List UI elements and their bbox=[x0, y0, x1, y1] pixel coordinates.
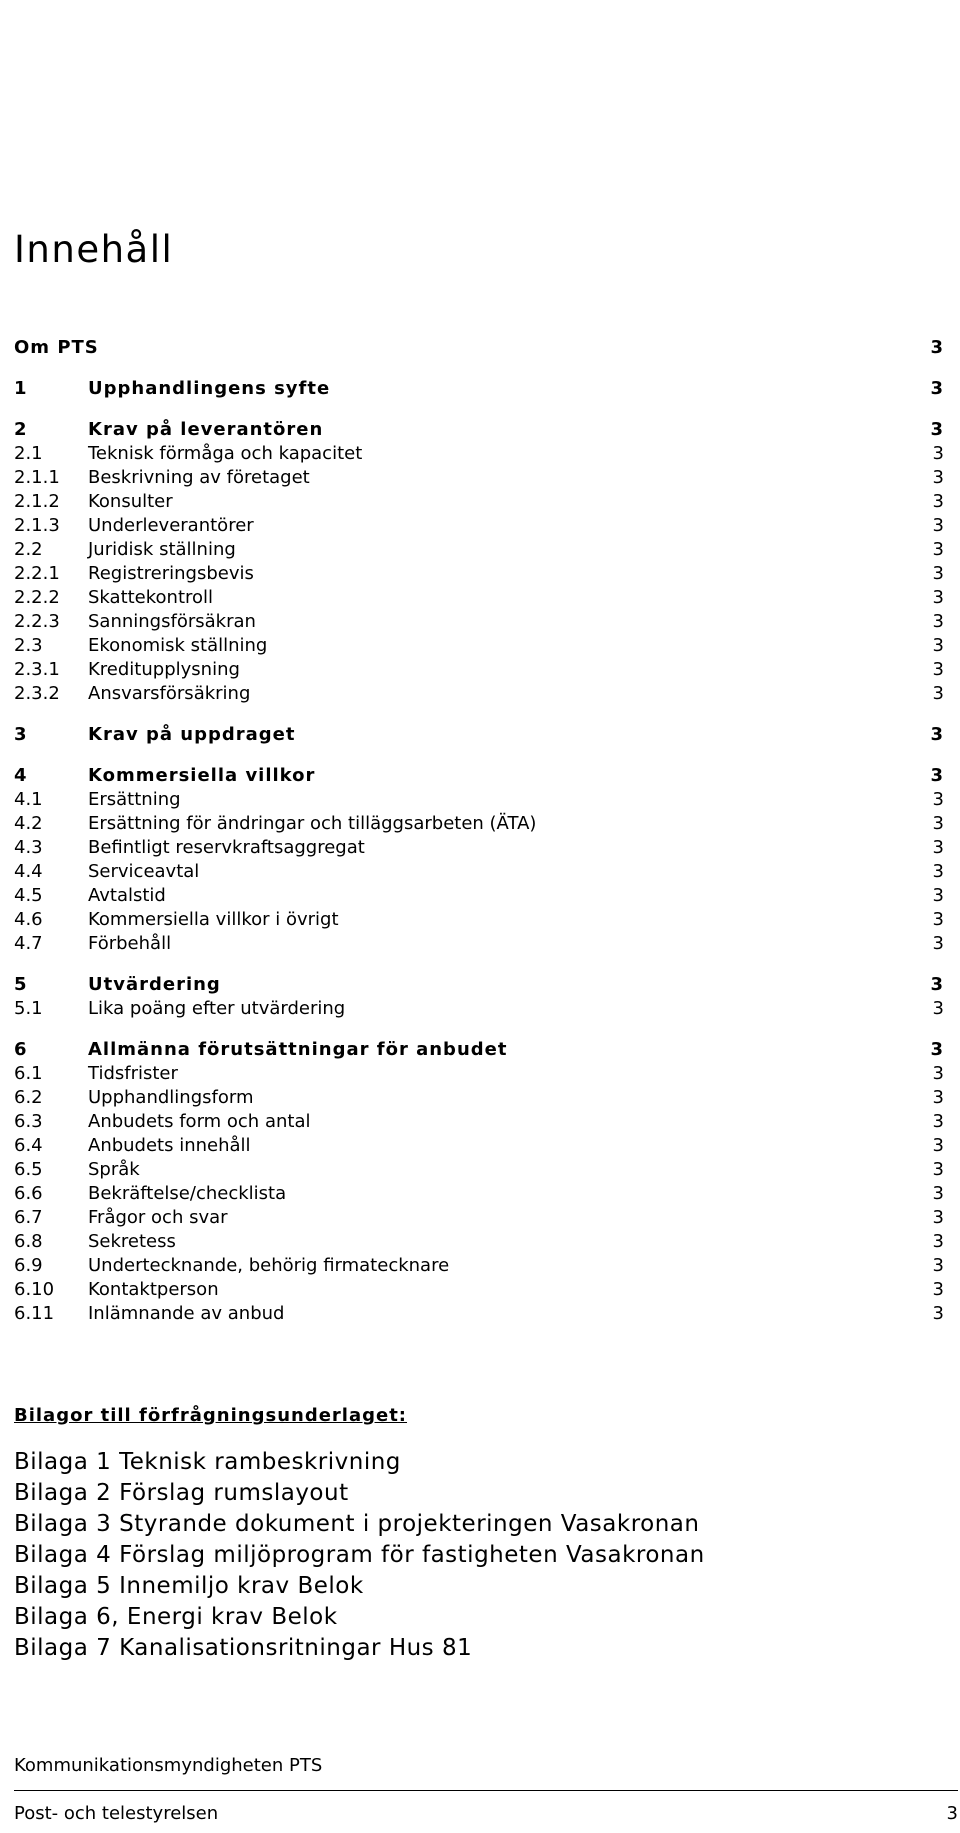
toc-entry-number: Om PTS bbox=[14, 337, 99, 358]
toc-entry-title: Upphandlingsform bbox=[88, 1087, 254, 1108]
toc-entry-page: 3 bbox=[932, 1207, 944, 1228]
toc-entry-title: Anbudets innehåll bbox=[88, 1135, 251, 1156]
toc-entry-page: 3 bbox=[932, 491, 944, 512]
toc-entry-page: 3 bbox=[932, 539, 944, 560]
toc-entry bbox=[14, 1230, 944, 1254]
toc-entry-page: 3 bbox=[932, 1063, 944, 1084]
toc-entry-title: Upphandlingens syfte bbox=[88, 378, 331, 399]
toc-entry-title: Kreditupplysning bbox=[88, 659, 240, 680]
footer-page-number: 3 bbox=[946, 1803, 958, 1824]
toc-entry-number: 6.3 bbox=[14, 1111, 43, 1132]
toc-entry-number: 5.1 bbox=[14, 998, 43, 1019]
toc-entry bbox=[14, 908, 944, 932]
toc-entry bbox=[14, 860, 944, 884]
toc-entry bbox=[14, 562, 944, 586]
footer-divider bbox=[14, 1790, 958, 1791]
toc-entry-number: 4.2 bbox=[14, 813, 43, 834]
toc-entry bbox=[14, 466, 944, 490]
toc-entry-title: Krav på leverantören bbox=[88, 419, 324, 440]
toc-entry-title: Sekretess bbox=[88, 1231, 176, 1252]
toc-entry bbox=[14, 658, 944, 682]
footer-organization: Kommunikationsmyndigheten PTS bbox=[14, 1755, 323, 1776]
toc-entry-title: Språk bbox=[88, 1159, 140, 1180]
toc-entry-number: 4.3 bbox=[14, 837, 43, 858]
toc-entry-page: 3 bbox=[932, 515, 944, 536]
toc-entry-number: 6.5 bbox=[14, 1159, 43, 1180]
toc-entry bbox=[14, 1062, 944, 1086]
toc-entry bbox=[14, 788, 944, 812]
toc-entry-number: 2.3.1 bbox=[14, 659, 60, 680]
toc-entry bbox=[14, 442, 944, 466]
toc-entry-number: 6.6 bbox=[14, 1183, 43, 1204]
toc-entry bbox=[14, 1038, 944, 1062]
toc-entry bbox=[14, 538, 944, 562]
toc-entry-page: 3 bbox=[932, 1231, 944, 1252]
toc-entry-title: Befintligt reservkraftsaggregat bbox=[88, 837, 365, 858]
toc-entry bbox=[14, 682, 944, 706]
toc-entry bbox=[14, 973, 944, 997]
attachment-item: Bilaga 1 Teknisk rambeskrivning bbox=[14, 1449, 401, 1475]
toc-entry-number: 2.1.2 bbox=[14, 491, 60, 512]
toc-entry bbox=[14, 514, 944, 538]
attachments-list bbox=[14, 1447, 705, 1664]
toc-entry-number: 6.4 bbox=[14, 1135, 43, 1156]
toc-entry-title: Kontaktperson bbox=[88, 1279, 219, 1300]
toc-entry-number: 4.1 bbox=[14, 789, 43, 810]
toc-entry-number: 6.7 bbox=[14, 1207, 43, 1228]
toc-entry-page: 3 bbox=[932, 1303, 944, 1324]
toc-entry-title: Krav på uppdraget bbox=[88, 724, 296, 745]
toc-entry-page: 3 bbox=[930, 337, 944, 358]
toc-entry-page: 3 bbox=[932, 587, 944, 608]
toc-entry-page: 3 bbox=[932, 1087, 944, 1108]
toc-entry bbox=[14, 812, 944, 836]
toc-entry-title: Frågor och svar bbox=[88, 1207, 228, 1228]
toc-entry-page: 3 bbox=[932, 1135, 944, 1156]
toc-entry-number: 6.2 bbox=[14, 1087, 43, 1108]
toc-entry bbox=[14, 764, 944, 788]
toc-entry-page: 3 bbox=[930, 1039, 944, 1060]
toc-entry-page: 3 bbox=[930, 378, 944, 399]
toc-entry bbox=[14, 586, 944, 610]
toc-entry-number: 2.2.3 bbox=[14, 611, 60, 632]
toc-entry-number: 4.5 bbox=[14, 885, 43, 906]
toc-entry-number: 3 bbox=[14, 724, 28, 745]
toc-entry bbox=[14, 610, 944, 634]
toc-entry-title: Lika poäng efter utvärdering bbox=[88, 998, 346, 1019]
toc-entry-number: 6.8 bbox=[14, 1231, 43, 1252]
page-title: Innehåll bbox=[14, 228, 174, 271]
toc-entry-number: 6.1 bbox=[14, 1063, 43, 1084]
toc-entry-title: Kommersiella villkor i övrigt bbox=[88, 909, 339, 930]
toc-entry bbox=[14, 1254, 944, 1278]
toc-entry-title: Förbehåll bbox=[88, 933, 172, 954]
toc-entry-page: 3 bbox=[932, 467, 944, 488]
toc-entry-title: Avtalstid bbox=[88, 885, 166, 906]
toc-entry-number: 2.3 bbox=[14, 635, 43, 656]
attachment-item: Bilaga 3 Styrande dokument i projekteringen Vasakronan bbox=[14, 1511, 700, 1537]
toc-entry-title: Utvärdering bbox=[88, 974, 221, 995]
toc-entry bbox=[14, 1158, 944, 1182]
toc-entry-number: 4 bbox=[14, 765, 28, 786]
toc-entry bbox=[14, 336, 944, 360]
toc-entry-page: 3 bbox=[932, 443, 944, 464]
toc-entry-page: 3 bbox=[932, 1183, 944, 1204]
toc-entry-number: 4.4 bbox=[14, 861, 43, 882]
toc-entry-number: 1 bbox=[14, 378, 28, 399]
toc-entry bbox=[14, 932, 944, 956]
toc-entry-number: 2.2.2 bbox=[14, 587, 60, 608]
toc-entry bbox=[14, 418, 944, 442]
toc-entry-page: 3 bbox=[932, 861, 944, 882]
toc-entry-number: 5 bbox=[14, 974, 28, 995]
attachment-item: Bilaga 5 Innemiljo krav Belok bbox=[14, 1573, 364, 1599]
toc-entry-page: 3 bbox=[930, 765, 944, 786]
toc-entry-title: Registreringsbevis bbox=[88, 563, 254, 584]
toc-entry-page: 3 bbox=[932, 1255, 944, 1276]
toc-entry-number: 6.11 bbox=[14, 1303, 55, 1324]
toc-entry bbox=[14, 634, 944, 658]
toc-entry-title: Underleverantörer bbox=[88, 515, 254, 536]
toc-entry-page: 3 bbox=[932, 789, 944, 810]
toc-entry-page: 3 bbox=[932, 837, 944, 858]
attachment-item: Bilaga 2 Förslag rumslayout bbox=[14, 1480, 349, 1506]
toc-entry-page: 3 bbox=[930, 724, 944, 745]
toc-entry-title: Tidsfrister bbox=[88, 1063, 178, 1084]
footer-publisher: Post- och telestyrelsen bbox=[14, 1803, 219, 1824]
toc-entry-title: Juridisk ställning bbox=[88, 539, 236, 560]
toc-entry-title: Beskrivning av företaget bbox=[88, 467, 310, 488]
attachments-heading: Bilagor till förfrågningsunderlaget: bbox=[14, 1405, 408, 1426]
toc-entry-page: 3 bbox=[932, 1111, 944, 1132]
toc-entry bbox=[14, 490, 944, 514]
toc-entry bbox=[14, 836, 944, 860]
attachment-item: Bilaga 6, Energi krav Belok bbox=[14, 1604, 338, 1630]
toc-entry-title: Ansvarsförsäkring bbox=[88, 683, 251, 704]
toc-entry-title: Serviceavtal bbox=[88, 861, 200, 882]
toc-entry-number: 2.3.2 bbox=[14, 683, 60, 704]
toc-entry-title: Ekonomisk ställning bbox=[88, 635, 268, 656]
toc-entry-title: Sanningsförsäkran bbox=[88, 611, 256, 632]
toc-entry bbox=[14, 1110, 944, 1134]
toc-entry-page: 3 bbox=[932, 683, 944, 704]
attachment-item: Bilaga 4 Förslag miljöprogram för fastigheten Vasakronan bbox=[14, 1542, 705, 1568]
toc-entry bbox=[14, 1182, 944, 1206]
toc-entry bbox=[14, 1206, 944, 1230]
toc-entry-number: 6.10 bbox=[14, 1279, 55, 1300]
toc-entry-page: 3 bbox=[932, 933, 944, 954]
toc-entry bbox=[14, 1134, 944, 1158]
toc-entry-page: 3 bbox=[932, 885, 944, 906]
toc-entry-number: 4.7 bbox=[14, 933, 43, 954]
attachment-item: Bilaga 7 Kanalisationsritningar Hus 81 bbox=[14, 1635, 473, 1661]
toc-entry-page: 3 bbox=[932, 998, 944, 1019]
toc-entry-number: 6 bbox=[14, 1039, 28, 1060]
toc-entry-number: 2.2.1 bbox=[14, 563, 60, 584]
toc-entry-page: 3 bbox=[930, 974, 944, 995]
toc-entry-title: Ersättning för ändringar och tilläggsarbeten (ÄTA) bbox=[88, 813, 537, 834]
toc-entry-title: Kommersiella villkor bbox=[88, 765, 316, 786]
toc-entry bbox=[14, 1302, 944, 1326]
toc-entry-number: 2.1.1 bbox=[14, 467, 60, 488]
toc-entry-page: 3 bbox=[932, 635, 944, 656]
toc-entry bbox=[14, 1278, 944, 1302]
toc-entry-page: 3 bbox=[932, 1279, 944, 1300]
toc-entry bbox=[14, 997, 944, 1021]
toc-entry-number: 2 bbox=[14, 419, 28, 440]
toc-entry-title: Anbudets form och antal bbox=[88, 1111, 311, 1132]
toc-entry bbox=[14, 1086, 944, 1110]
toc-entry-title: Skattekontroll bbox=[88, 587, 214, 608]
toc-entry-page: 3 bbox=[932, 909, 944, 930]
toc-entry-number: 2.2 bbox=[14, 539, 43, 560]
toc-entry-page: 3 bbox=[930, 419, 944, 440]
toc-entry bbox=[14, 377, 944, 401]
toc-entry-page: 3 bbox=[932, 1159, 944, 1180]
toc-entry-number: 6.9 bbox=[14, 1255, 43, 1276]
toc-entry-page: 3 bbox=[932, 611, 944, 632]
toc-entry-title: Allmänna förutsättningar för anbudet bbox=[88, 1039, 508, 1060]
toc-entry bbox=[14, 723, 944, 747]
toc-entry-title: Teknisk förmåga och kapacitet bbox=[88, 443, 363, 464]
toc-entry-title: Inlämnande av anbud bbox=[88, 1303, 285, 1324]
toc-entry-title: Undertecknande, behörig firmatecknare bbox=[88, 1255, 450, 1276]
toc-entry-title: Bekräftelse/checklista bbox=[88, 1183, 287, 1204]
toc-entry-title: Konsulter bbox=[88, 491, 173, 512]
toc-entry-number: 2.1.3 bbox=[14, 515, 60, 536]
toc-entry-page: 3 bbox=[932, 813, 944, 834]
toc-entry-number: 2.1 bbox=[14, 443, 43, 464]
toc-entry-page: 3 bbox=[932, 659, 944, 680]
toc-entry-page: 3 bbox=[932, 563, 944, 584]
toc-entry-number: 4.6 bbox=[14, 909, 43, 930]
toc-entry bbox=[14, 884, 944, 908]
toc-entry-title: Ersättning bbox=[88, 789, 181, 810]
